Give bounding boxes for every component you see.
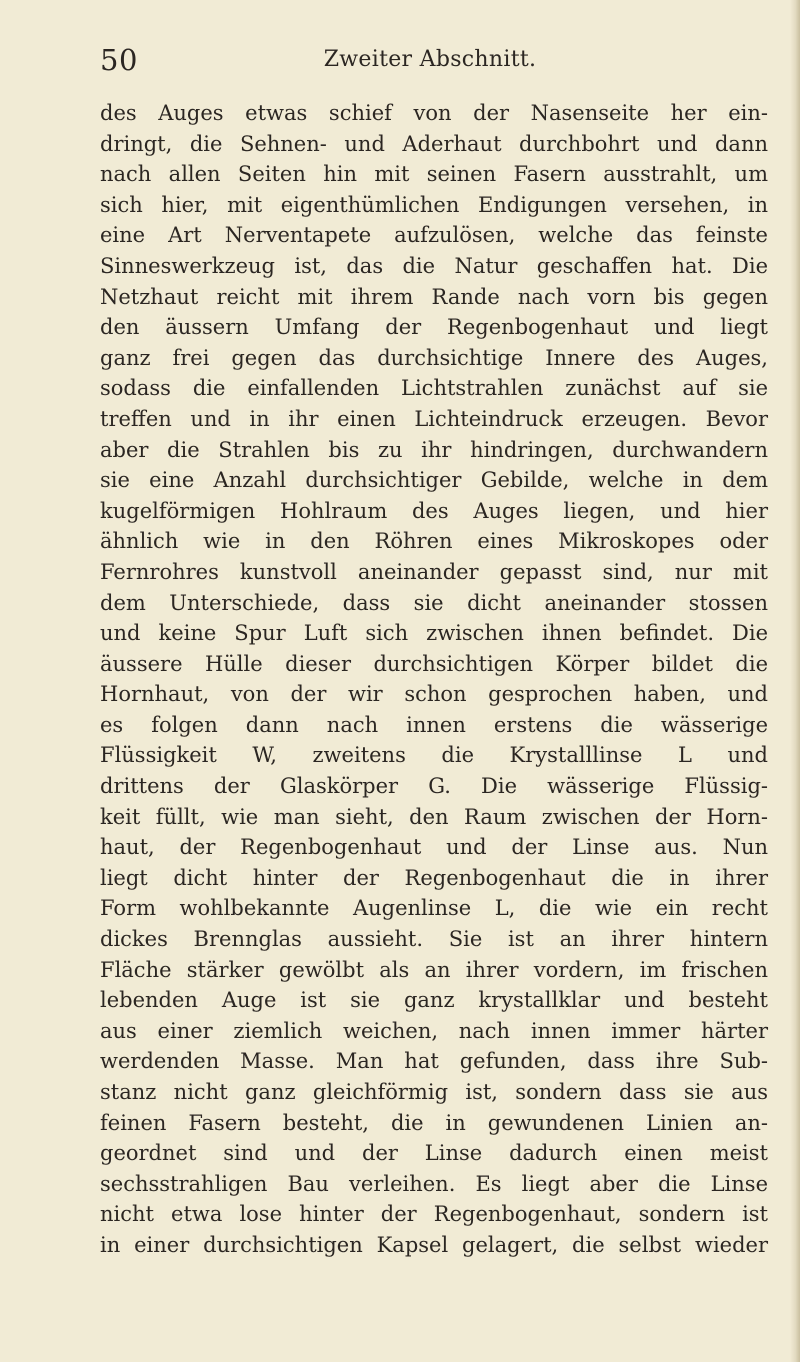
text-line: aus einer ziemlich weichen, nach innen immer härter [100, 1018, 768, 1043]
text-line: des Auges etwas schief von der Nasenseite her ein- [100, 101, 768, 125]
text-line: sechsstrahligen Bau verleihen. Es liegt aber die Linse [100, 1171, 768, 1196]
text-line: stanz nicht ganz gleichförmig ist, sondern dass sie aus [100, 1080, 768, 1104]
text-line: ganz frei gegen das durchsichtige Innere des Auges, [100, 345, 768, 370]
text-line: dem Unterschiede, dass sie dicht aneinander stossen [100, 590, 768, 615]
text-line: lebenden Auge ist sie ganz krystallklar und besteht [100, 988, 768, 1013]
text-line: Form wohlbekannte Augenlinse L, die wie ein recht [100, 896, 768, 921]
text-line: sie eine Anzahl durchsichtiger Gebilde, welche in dem [100, 468, 768, 493]
text-line: treffen und in ihr einen Lichteindruck erzeugen. Bevor [100, 406, 768, 431]
text-line: kugelförmigen Hohlraum des Auges liegen, und hier [100, 498, 768, 523]
page-header [100, 42, 760, 78]
page-edge [790, 0, 800, 1362]
text-line: es folgen dann nach innen erstens die wässerige [100, 712, 768, 737]
text-line: nicht etwa lose hinter der Regenbogenhaut, sondern ist [100, 1202, 768, 1227]
text-line: äussere Hülle dieser durchsichtigen Körper bildet die [100, 651, 768, 676]
text-line: Sinneswerkzeug ist, das die Natur geschaffen hat. Die [100, 253, 768, 278]
text-line: Flüssigkeit W, zweitens die Krystalllinse L und [100, 743, 768, 768]
text-line: Netzhaut reicht mit ihrem Rande nach vorn bis gegen [100, 284, 768, 309]
running-head: Zweiter Abschnitt. [323, 47, 537, 72]
text-line: Hornhaut, von der wir schon gesprochen haben, und [100, 682, 768, 707]
text-line: werdenden Masse. Man hat gefunden, dass ihre Sub- [100, 1049, 768, 1074]
text-line: sich hier, mit eigenthümlichen Endigungen versehen, in [100, 192, 768, 217]
text-line: feinen Fasern besteht, die in gewundenen Linien an- [100, 1110, 768, 1135]
text-line: den äussern Umfang der Regenbogenhaut und liegt [100, 315, 768, 340]
page-number: 50 [100, 43, 138, 77]
text-line: Fernrohres kunstvoll aneinander gepasst sind, nur mit [100, 559, 768, 584]
text-line: aber die Strahlen bis zu ihr hindringen, durchwandern [100, 437, 768, 462]
text-line: haut, der Regenbogenhaut und der Linse aus. Nun [100, 835, 768, 860]
text-line: in einer durchsichtigen Kapsel gelagert, die selbst wieder [100, 1232, 768, 1257]
text-line: geordnet sind und der Linse dadurch einen meist [100, 1141, 768, 1166]
text-line: drittens der Glaskörper G. Die wässerige Flüssig- [100, 774, 768, 799]
text-line: dickes Brennglas aussieht. Sie ist an ihrer hintern [100, 927, 768, 952]
text-line: dringt, die Sehnen- und Aderhaut durchbohrt und dann [100, 131, 768, 156]
text-line: und keine Spur Luft sich zwischen ihnen befindet. Die [100, 621, 768, 646]
body-text [100, 98, 768, 1261]
text-line: sodass die einfallenden Lichtstrahlen zunächst auf sie [100, 376, 768, 401]
text-line: eine Art Nerventapete aufzulösen, welche das feinste [100, 223, 768, 248]
text-line: nach allen Seiten hin mit seinen Fasern ausstrahlt, um [100, 162, 768, 187]
text-line: keit füllt, wie man sieht, den Raum zwischen der Horn- [100, 804, 768, 829]
text-line: ähnlich wie in den Röhren eines Mikroskopes oder [100, 529, 768, 554]
text-line: Fläche stärker gewölbt als an ihrer vordern, im frischen [100, 957, 768, 982]
text-line: liegt dicht hinter der Regenbogenhaut die in ihrer [100, 865, 768, 890]
